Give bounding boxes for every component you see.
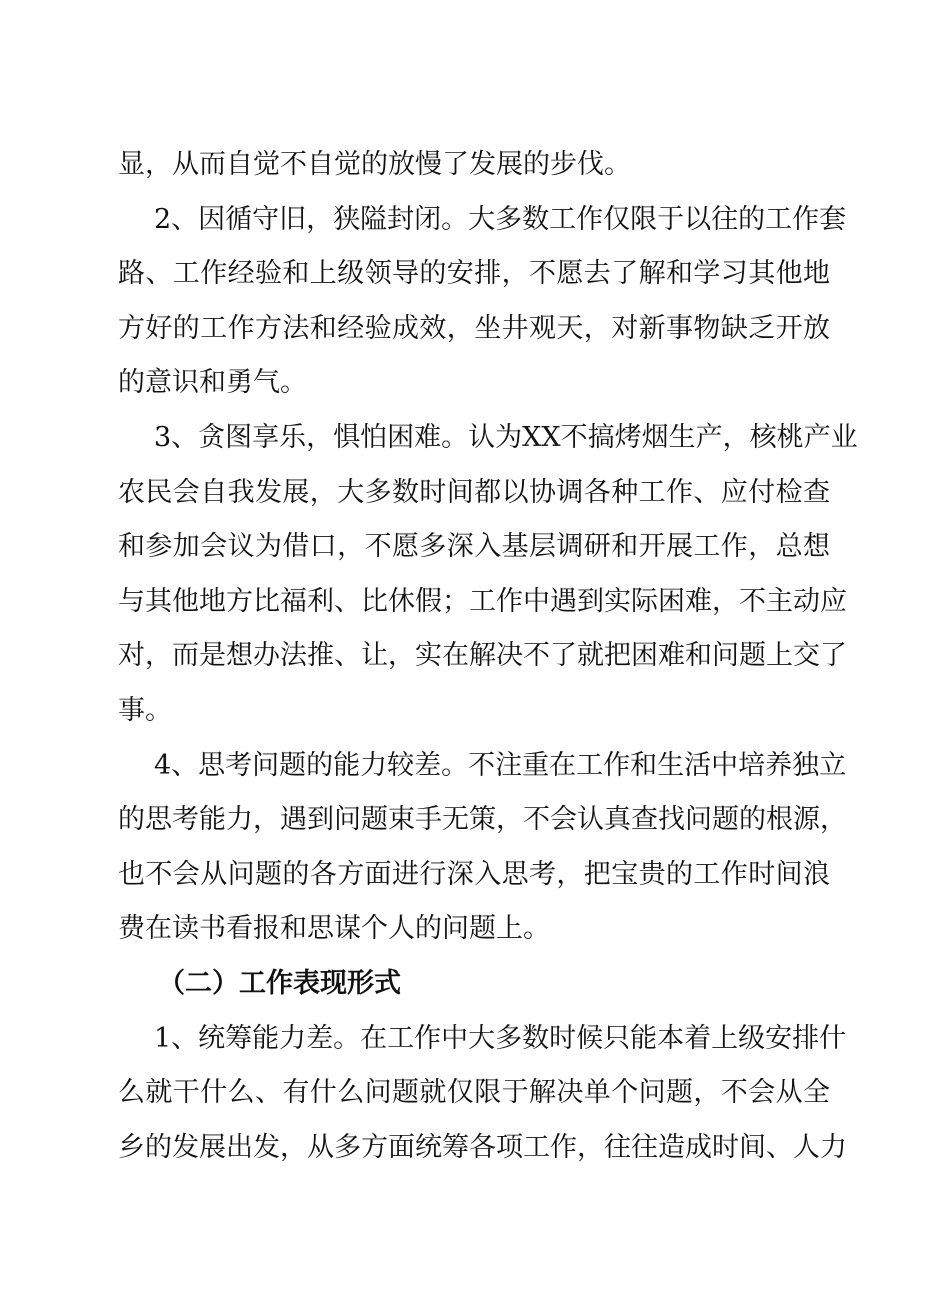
paragraph-2-line-2: 路、工作经验和上级领导的安排，不愿去了解和学习其他地 (118, 258, 830, 290)
paragraph-5-line-1: 1、统筹能力差。在工作中大多数时候只能本着上级安排什 (154, 1022, 847, 1054)
paragraph-4-line-3: 也不会从问题的各方面进行深入思考，把宝贵的工作时间浪 (118, 858, 830, 890)
paragraph-3-line-1: 3、贪图享乐，惧怕困难。认为XX不搞烤烟生产，核桃产业 (154, 421, 858, 453)
paragraph-4-line-1: 4、思考问题的能力较差。不注重在工作和生活中培养独立 (154, 749, 847, 781)
paragraph-1-line-1: 显，从而自觉不自觉的放慢了发展的步伐。 (118, 149, 631, 180)
paragraph-2-line-3: 方好的工作方法和经验成效，坐井观天，对新事物缺乏开放 (118, 312, 830, 344)
paragraph-2-line-1: 2、因循守旧，狭隘封闭。大多数工作仅限于以往的工作套 (154, 203, 847, 235)
paragraph-3-line-3: 和参加会议为借口，不愿多深入基层调研和开展工作，总想 (118, 531, 830, 563)
section-heading: （二）工作表现形式 (158, 967, 401, 999)
paragraph-4-line-4: 费在读书看报和思谋个人的问题上。 (118, 913, 550, 945)
paragraph-3-line-5: 对，而是想办法推、让，实在解决不了就把困难和问题上交了 (118, 640, 847, 672)
paragraph-5-line-3: 乡的发展出发，从多方面统筹各项工作，往往造成时间、人力 (118, 1131, 847, 1163)
paragraph-3-line-6: 事。 (118, 694, 172, 726)
paragraph-3-line-4: 与其他地方比福利、比休假；工作中遇到实际困难，不主动应 (118, 585, 847, 617)
paragraph-2-line-4: 的意识和勇气。 (118, 367, 307, 399)
document-body (118, 138, 858, 1175)
paragraph-5-line-2: 么就干什么、有什么问题就仅限于解决单个问题，不会从全 (118, 1077, 830, 1109)
paragraph-3-line-2: 农民会自我发展，大多数时间都以协调各种工作、应付检查 (118, 476, 830, 508)
paragraph-4-line-2: 的思考能力，遇到问题束手无策，不会认真查找问题的根源， (118, 804, 847, 836)
